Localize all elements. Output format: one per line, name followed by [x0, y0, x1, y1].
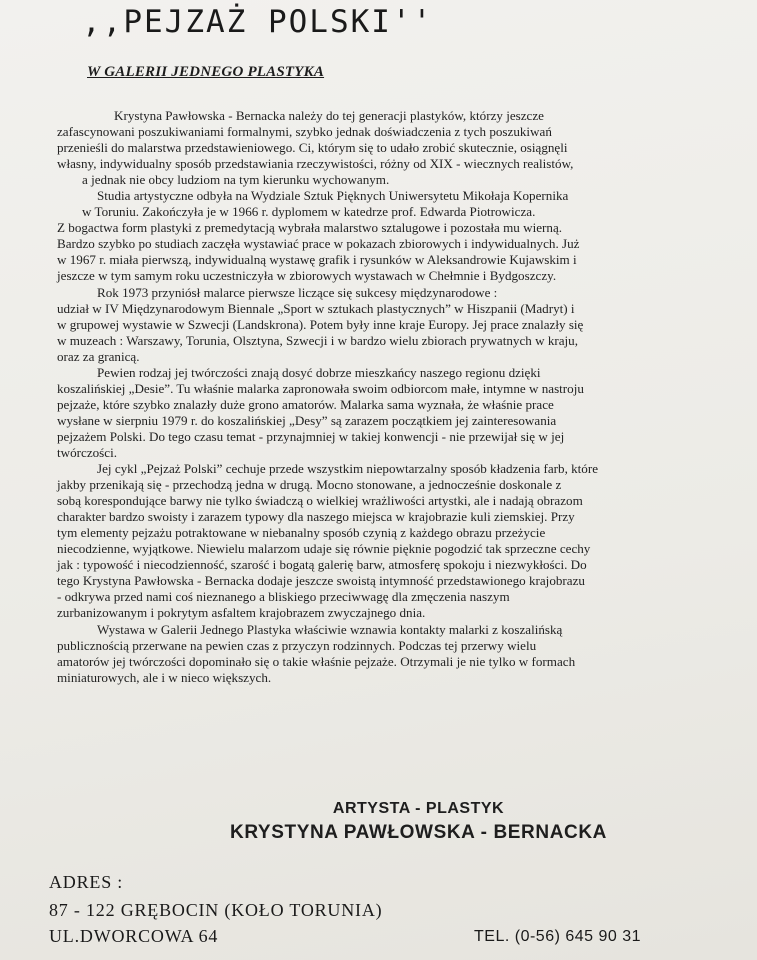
text-line: w Toruniu. Zakończyła je w 1966 r. dyplomem w katedrze prof. Edwarda Piotrowicza. — [82, 204, 536, 220]
address-line-1: 87 - 122 GRĘBOCIN (KOŁO TORUNIA) — [49, 900, 383, 920]
text-line: pejzaże, które szybko znalazły duże grono amatorów. Malarka sama wyznała, że właśnie prace — [57, 396, 554, 412]
paragraph-6 — [57, 622, 697, 686]
text-line: miniaturowych, ale i w nieco większych. — [57, 669, 272, 685]
paragraph-4 — [57, 365, 697, 461]
text-line: Studia artystyczne odbyła na Wydziale Sztuk Pięknych Uniwersytetu Mikołaja Kopernika — [97, 188, 569, 204]
address-line-2: UL.DWORCOWA 64 — [49, 926, 219, 946]
document-heading: ,,PEJZAŻ POLSKI'' — [82, 4, 434, 40]
text-line: amatorów jej twórczości dopominało się o takie właśnie pejzaże. Otrzymali je nie tylko w formach — [57, 653, 576, 669]
text-line: publicznością przerwane na pewien czas z przyczyn rodzinnych. Podczas tej przerwy wielu — [57, 637, 537, 653]
text-line: jak : typowość i niecodzienność, szarość i bogatą galerię barw, atmosferę spokoju i niezwykłości. Do — [57, 557, 587, 573]
text-line: w 1967 r. miała pierwszą, indywidualną wystawę grafik i rysunków w Aleksandrowie Kujawskim i — [57, 252, 577, 268]
text-line: Z bogactwa form plastyki z premedytacją wybrała malarstwo sztalugowe i pozostała mu wierną. — [57, 220, 563, 236]
text-line: tym elementy pejzażu potraktowane w niebanalny sposób czynią z każdego obrazu przeżycie — [57, 525, 546, 541]
text-line: charakter bardzo swoisty i zarazem typowy dla naszego miejsca w krajobrazie kuli ziemskiej. Przy — [57, 509, 575, 525]
phone-number: TEL. (0-56) 645 90 31 — [474, 928, 642, 945]
text-line: w muzeach : Warszawy, Torunia, Olsztyna, Szwecji i w bardzo wielu zbiorach prywatnych w kraju, — [57, 332, 578, 348]
text-line: tego Krystyna Pawłowska - Bernacka dodaje jeszcze swoistą intymność przedstawionego krajobrazu — [57, 573, 585, 589]
text-line: zurbanizowanym i pokrytym asfaltem krajobrazem zwyczajnego dnia. — [57, 605, 426, 621]
text-line: Pewien rodzaj jej twórczości znają dosyć dobrze mieszkańcy naszego regionu dzięki — [97, 364, 541, 380]
text-line: jeszcze w tym samym roku uczestniczyła w zbiorowych wystawach w Chełmnie i Bydgoszczy. — [57, 268, 557, 284]
text-line: zafascynowani poszukiwaniami formalnymi, szybko jednak doświadczenia z tych poszukiwań — [57, 124, 552, 140]
signature-role: ARTYSTA - PLASTYK — [332, 800, 505, 817]
text-line: przenieśli do malarstwa przedstawieniowego. Ci, którym się to udało zrobić skutecznie, osiągnęli — [57, 140, 568, 156]
text-line: Bardzo szybko po studiach zaczęła wystawiać prace w pokazach zbiorowych i indywidualnych. Już — [57, 236, 580, 252]
paragraph-5 — [57, 461, 697, 621]
text-line: niecodzienne, wyjątkowe. Niewielu malarzom udaje się równie pięknie pogodzić tak sprzeczne cechy — [57, 541, 591, 557]
paragraph-2 — [57, 188, 697, 284]
text-line: - odkrywa przed nami coś nieznanego a bliskiego przeciwwagę dla zmęczenia naszym — [57, 589, 510, 605]
paragraph-3 — [57, 285, 697, 365]
text-line: Jej cykl „Pejzaż Polski” cechuje przede wszystkim niepowtarzalny sposób kładzenia farb, które — [97, 461, 599, 477]
text-line: sobą korespondujące barwy nie tylko świadczą o wielkiej wrażliwości artystki, ale i nadają obrazom — [57, 493, 583, 509]
document-subtitle: W GALERII JEDNEGO PLASTYKA — [87, 64, 325, 80]
text-line: oraz za granicą. — [57, 348, 140, 364]
text-line: twórczości. — [57, 444, 117, 460]
text-line: wysłane w sierpniu 1979 r. do koszalińskiej „Desy” są zarazem początkiem jej zainteresowania — [57, 412, 557, 428]
text-line: koszalińskiej „Desie”. Tu właśnie malarka zapronowała swoim odbiorcom małe, intymne w nastroju — [57, 380, 584, 396]
signature-name: KRYSTYNA PAWŁOWSKA - BERNACKA — [230, 822, 607, 843]
text-line: własny, indywidualny sposób przedstawiania rzeczywistości, różny od XIX - wiecznych realistów, — [57, 156, 574, 172]
address-label: ADRES : — [49, 872, 124, 892]
text-line: udział w IV Międzynarodowym Biennale „Sport w sztukach plastycznych” w Hiszpanii (Madryt) i — [57, 300, 575, 316]
text-line: w grupowej wystawie w Szwecji (Landskrona). Potem były inne kraje Europy. Jej prace znalazły się — [57, 316, 584, 332]
text-line: Krystyna Pawłowska - Bernacka należy do tej generacji plastyków, którzy jeszcze — [114, 108, 544, 123]
paragraph-1 — [57, 108, 697, 188]
text-line: pejzażem Polski. Do tego czasu temat - przynajmniej w takiej konwencji - nie przewijał się w jej — [57, 428, 565, 444]
text-line: Wystawa w Galerii Jednego Plastyka właściwie wznawia kontakty malarki z koszalińską — [97, 621, 563, 637]
text-line: jakby przenikają się - przechodzą jedna w drugą. Mocno stonowane, a jednocześnie doskonale z — [57, 477, 562, 493]
article-body — [57, 108, 697, 686]
text-line: a jednak nie obcy ludziom na tym kierunku wychowanym. — [82, 172, 390, 188]
text-line: Rok 1973 przyniósł malarce pierwsze liczące się sukcesy międzynarodowe : — [97, 284, 498, 300]
